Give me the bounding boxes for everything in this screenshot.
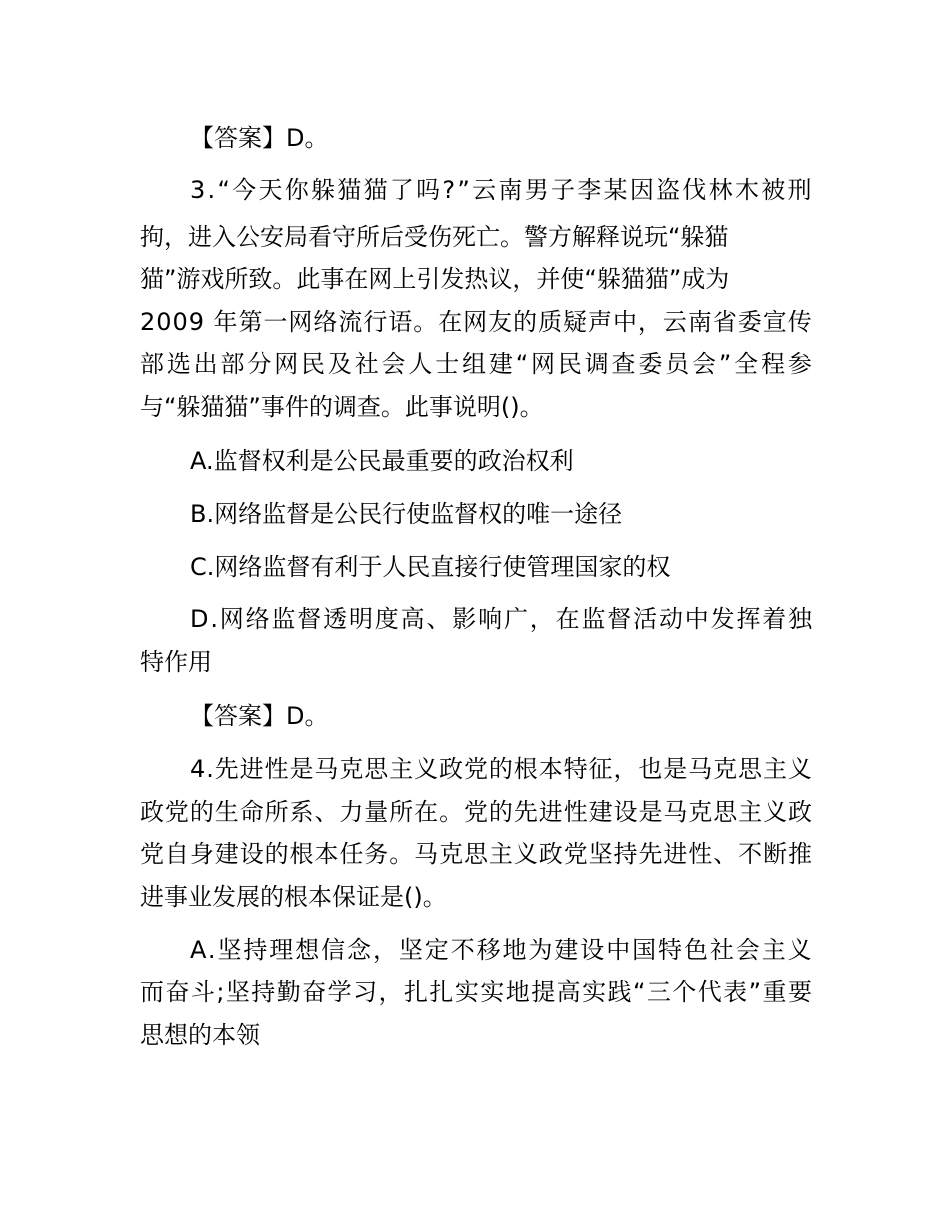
option-d-line-2: 特作用 (140, 648, 212, 676)
question-3-line-1: 3.“今天你躲猫猫了吗?”云南男子李某因盗伐林木被刑 (190, 176, 814, 204)
question-4-line-1: 4.先进性是马克思主义政党的根本特征，也是马克思主义 (190, 755, 813, 783)
answer-line: 【答案】D。 (190, 702, 329, 730)
question-4-line-2: 政党的生命所系、力量所在。党的先进性建设是马克思主义政 (140, 798, 813, 826)
question-4-option-a-line-3: 思想的本领 (140, 1021, 260, 1049)
question-4-line-3: 党自身建设的根本任务。马克思主义政党坚持先进性、不断推 (140, 840, 813, 868)
question-3-line-3: 猫”游戏所致。此事在网上引发热议，并使“躲猫猫”成为 (140, 265, 730, 293)
question-3-line-4: 2009 年第一网络流行语。在网友的质疑声中，云南省委宣传 (140, 308, 813, 336)
answer-line: 【答案】D。 (190, 124, 329, 152)
question-3-line-2: 拘，进入公安局看守所后受伤死亡。警方解释说玩“躲猫 (140, 223, 729, 251)
question-3-line-6: 与“躲猫猫”事件的调查。此事说明()。 (140, 393, 544, 421)
option-b: B.网络监督是公民行使监督权的唯一途径 (190, 500, 623, 528)
question-4-option-a-line-1: A.坚持理想信念，坚定不移地为建设中国特色社会主义 (190, 936, 814, 964)
option-c: C.网络监督有利于人民直接行使管理国家的权 (190, 553, 671, 581)
option-d-line-1: D.网络监督透明度高、影响广，在监督活动中发挥着独 (190, 605, 814, 633)
option-a: A.监督权利是公民最重要的政治权利 (190, 447, 574, 475)
question-4-line-4: 进事业发展的根本保证是()。 (140, 883, 447, 911)
question-4-option-a-line-2: 而奋斗;坚持勤奋学习，扎扎实实地提高实践“三个代表”重要 (140, 978, 814, 1006)
question-3-line-5: 部选出部分网民及社会人士组建“网民调查委员会”全程参 (140, 350, 815, 378)
